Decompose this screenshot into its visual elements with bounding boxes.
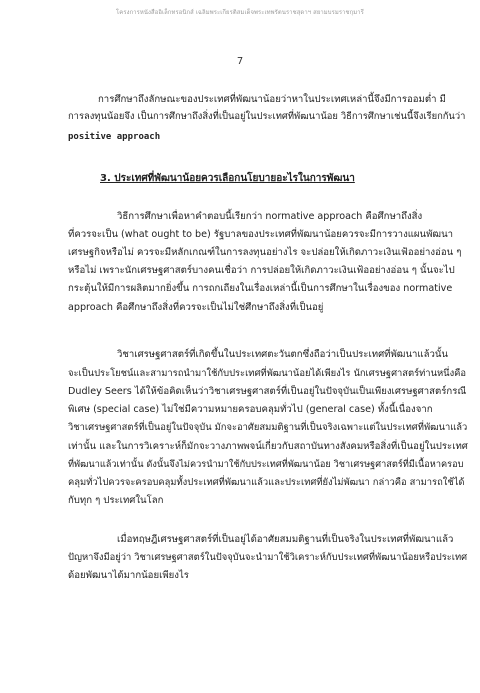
- paragraph-1-line: การลงทุนน้อยจึง เป็นการศึกษาถึงสิ่งที่เป็นอยู่ในประเทศที่พัฒนาน้อย วิธีการศึกษาเช่นนี้จึงเรียกกันว่า: [68, 111, 466, 122]
- paragraph-3-line: วิชาเศรษฐศาสตร์ที่เกิดขึ้นในประเทศตะวันตกซึ่งถือว่าเป็นประเทศที่พัฒนาแล้วนั้น: [117, 349, 448, 360]
- paragraph-1-line: การศึกษาถึงลักษณะของประเทศที่พัฒนาน้อยว่าหาในประเทศเหล่านี้จึงมีการออมต่ำ มี: [98, 94, 446, 105]
- section-heading: 3. ประเทศที่พัฒนาน้อยควรเลือกนโยบายอะไรในการพัฒนา: [100, 173, 355, 184]
- paragraph-3-line: วิชาเศรษฐศาสตร์ที่เป็นอยู่ในปัจจุบัน มักจะอาศัยสมมติฐานที่เป็นจริงเฉพาะแต่ในประเทศที่พัฒนาแล้ว: [68, 422, 468, 433]
- paragraph-4-line: เมื่อทฤษฎีเศรษฐศาสตร์ที่เป็นอยู่ได้อาศัยสมมติฐานที่เป็นจริงในประเทศที่พัฒนาแล้ว: [117, 534, 454, 545]
- paragraph-1-line: positive approach: [68, 132, 161, 142]
- paragraph-4-line: ด้อยพัฒนาได้มากน้อยเพียงไร: [68, 570, 189, 581]
- paragraph-3-line: กับทุก ๆ ประเทศในโลก: [68, 495, 164, 506]
- page-header: โครงการหนังสืออิเล็กทรอนิกส์ เฉลิมพระเกียรติสมเด็จพระเทพรัตนราชสุดาฯ สยามบรมราชกุมารี: [116, 10, 364, 16]
- paragraph-2-line: เศรษฐกิจหรือไม่ ควรจะมีหลักเกณฑ์ในการลงทุนอย่างไร จะปล่อยให้เกิดภาวะเงินเฟ้ออย่างอ่อน ๆ: [68, 247, 462, 258]
- paragraph-3-line: คลุมทั่วไปควรจะครอบคลุมทั้งประเทศที่พัฒนาแล้วและประเทศที่ยังไม่พัฒนา กล่าวคือ สามารถใช้ได้: [68, 477, 465, 488]
- paragraph-2-line: ที่ควรจะเป็น (what ought to be) รัฐบาลของประเทศที่พัฒนาน้อยควรจะมีการวางแผนพัฒนา: [68, 229, 454, 240]
- paragraph-2-line: วิธีการศึกษาเพื่อหาคำตอบนี้เรียกว่า normative approach คือศึกษาถึงสิ่ง: [117, 211, 423, 222]
- paragraph-4-line: ปัญหาจึงมีอยู่ว่า วิชาเศรษฐศาสตร์ในปัจจุบันจะนำมาใช้วิเคราะห์กับประเทศที่พัฒนาน้อยหรือประเทศ: [68, 552, 468, 563]
- paragraph-3-line: Dudley Seers ได้ให้ข้อคิดเห็นว่าวิชาเศรษฐศาสตร์ที่เป็นอยู่ในปัจจุบันเป็นเพียงเศรษฐศาสตร์กรณี: [68, 386, 467, 397]
- paragraph-3-line: จะเป็นประโยชน์และสามารถนำมาใช้กับประเทศที่พัฒนาน้อยได้เพียงไร นักเศรษฐศาสตร์ท่านหนึ่งคือ: [68, 368, 467, 379]
- paragraph-3-line: ที่พัฒนาแล้วเท่านั้น ดังนั้นจึงไม่ควรนำมาใช้กับประเทศที่พัฒนาน้อย วิชาเศรษฐศาสตร์ที่มีเนื้อหาครอบ: [68, 459, 464, 470]
- paragraph-2-line: กระตุ้นให้มีการผลิตมากยิ่งขึ้น การถกเถียงในเรื่องเหล่านี้เป็นการศึกษาในเรื่องของ normative: [68, 283, 453, 294]
- paragraph-2-line: หรือไม่ เพราะนักเศรษฐศาสตร์บางคนเชื่อว่า การปล่อยให้เกิดภาวะเงินเฟ้ออย่างอ่อน ๆ นั้นจะไป: [68, 265, 455, 276]
- page-number: 7: [236, 56, 244, 67]
- paragraph-3-line: เท่านั้น และในการวิเคราะห์ก็มักจะวางภาพพจน์เกี่ยวกับสถาบันทางสังคมหรือสิ่งที่เป็นอยู่ในประเทศ: [68, 441, 468, 452]
- paragraph-2-line: approach คือศึกษาถึงสิ่งที่ควรจะเป็นไม่ใช่ศึกษาถึงสิ่งที่เป็นอยู่: [68, 302, 324, 313]
- paragraph-3-line: พิเศษ (special case) ไม่ใช่มีความหมายครอบคลุมทั่วไป (general case) ทั้งนี้เนื่องจาก: [68, 404, 433, 415]
